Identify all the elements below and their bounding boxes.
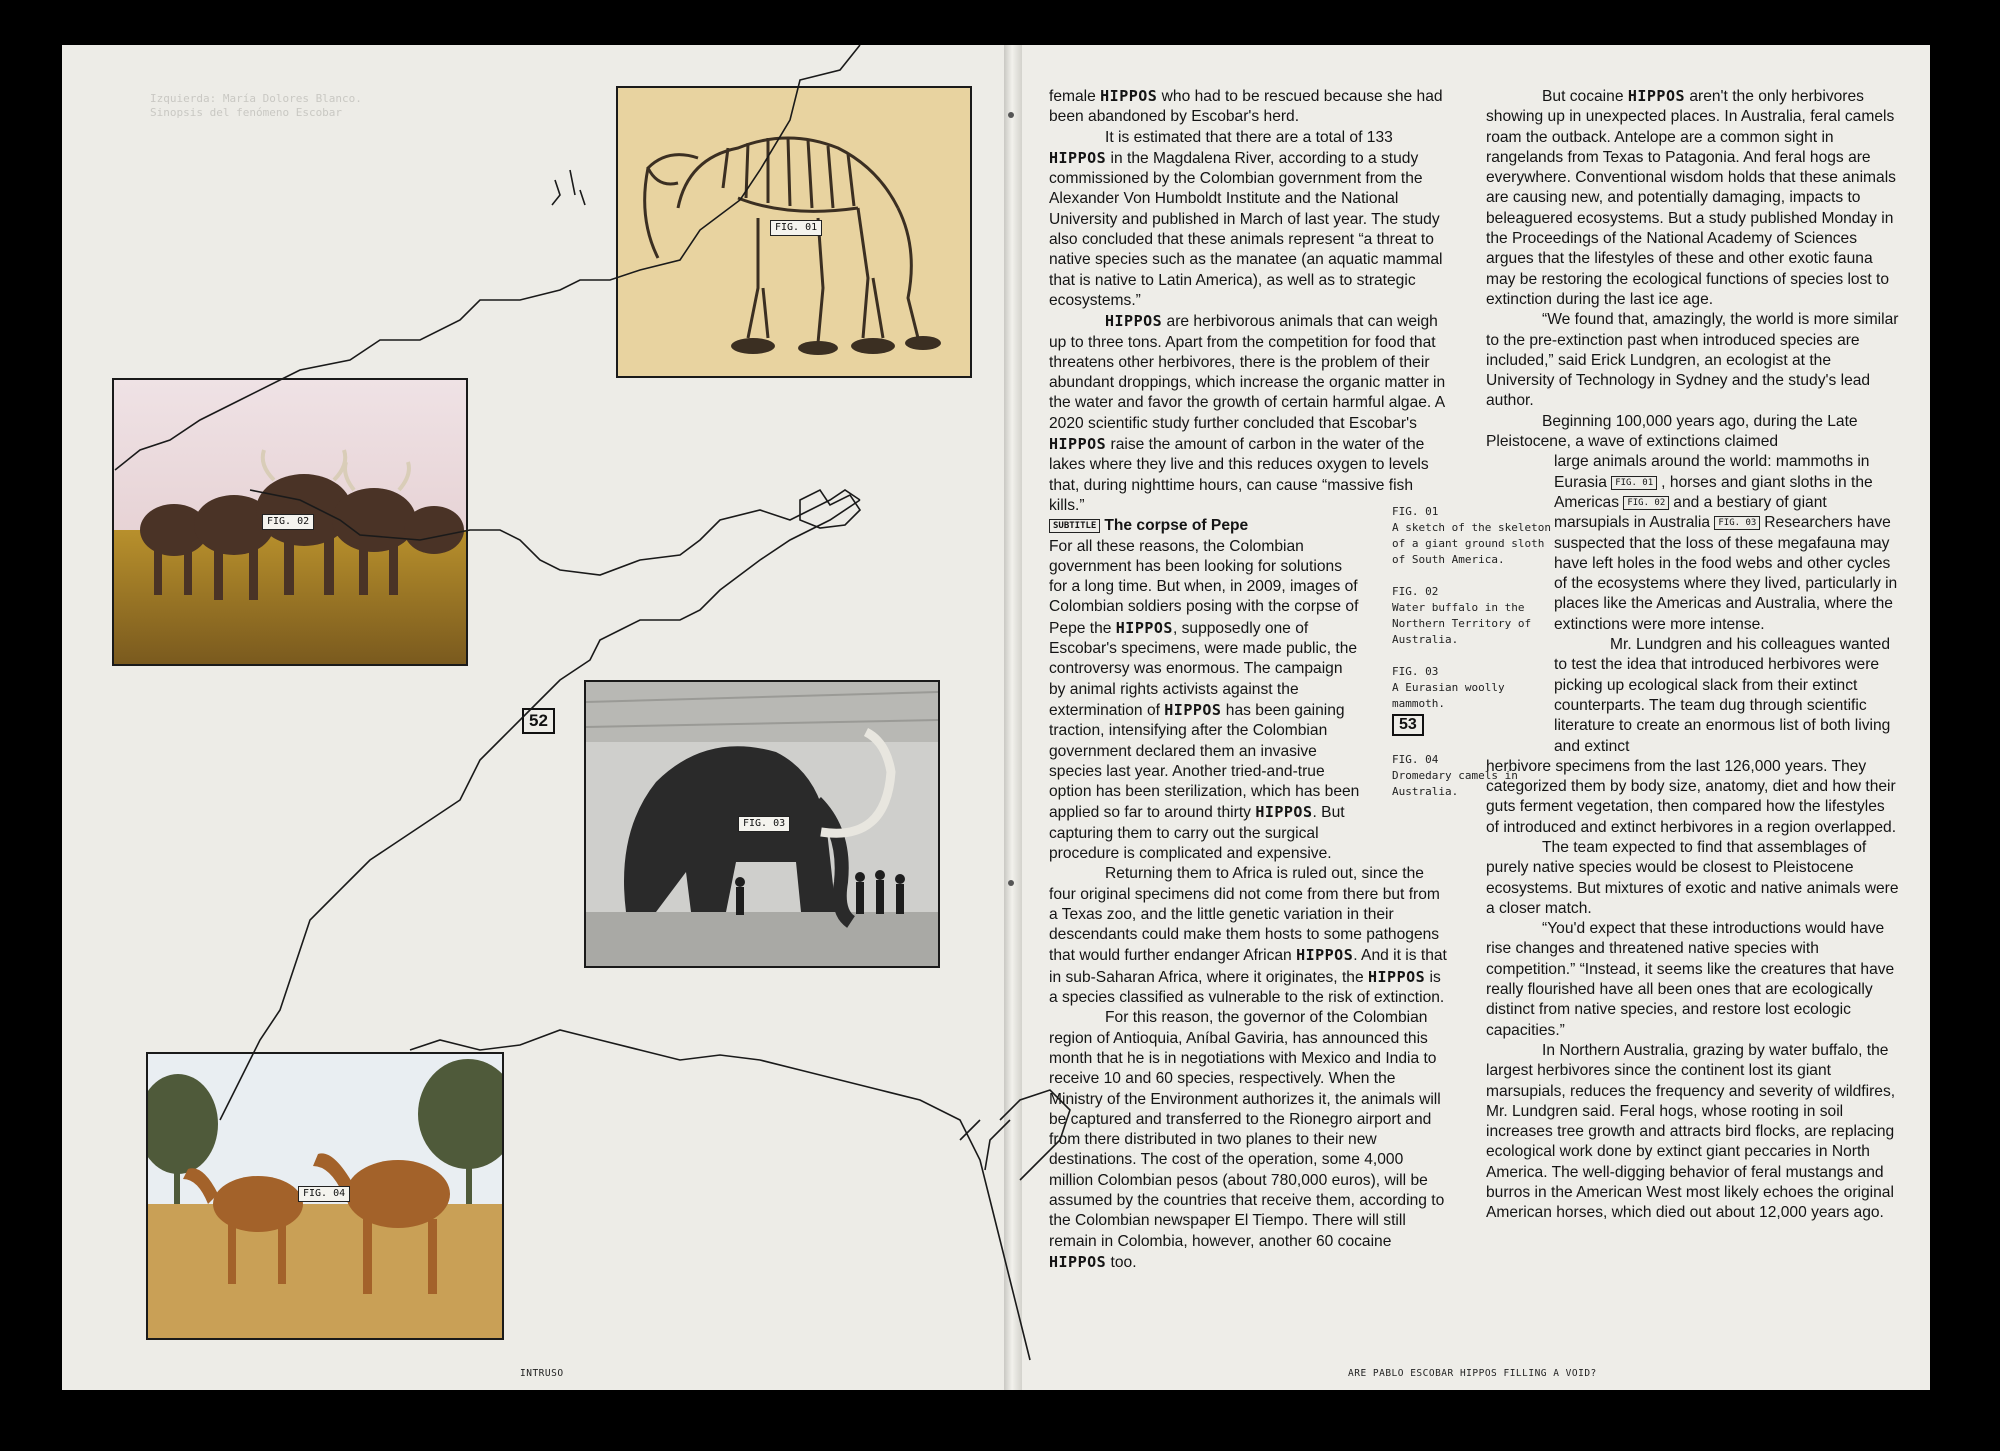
text-run: large animals around the world: mammoths in Eurasia <box>1554 453 1870 491</box>
figure-03-tag: FIG. 03 <box>738 816 790 832</box>
subtitle-text: The corpse of Pepe <box>1104 517 1249 535</box>
paragraph: For all these reasons, the Colombian government has been looking for solutions for a long time. But when, in 2009, images of Colombian soldiers posing with the corpse of Pepe the HIPPOS, supposedly one of Escobar's specimens, were made public, the controversy was enormous. The campaign by animal rights activists against the extermination of HIPPOS has been gaining traction, intensifying after the Colombian government declared them an invasive species last year. Another tried-and-true option has been sterilization, which has been applied so far to around thirty HIPPOS. But capturing them to carry out the surgical procedure is complicated and expensive. <box>1049 537 1360 862</box>
paragraph: Beginning 100,000 years ago, during the Late Pleistocene, a wave of extinctions claimed <box>1486 412 1858 451</box>
text-run: Researchers have suspected that the loss of these megafauna may have left holes in the food webs and other cycles of the ecosystems where they lived, particularly in places like the Americas and Australia, where the extinctions were more intense. <box>1554 514 1898 633</box>
paragraph-with-figure-refs <box>1486 452 1900 635</box>
show-through-text: Izquierda: María Dolores Blanco. Sinopsis del fenómeno Escobar <box>150 92 362 119</box>
caption-text: A sketch of the skeleton of a giant ground sloth of South America. <box>1392 521 1551 566</box>
footer-right: ARE PABLO ESCOBAR HIPPOS FILLING A VOID? <box>1348 1368 1597 1379</box>
binding-staple <box>1008 112 1014 118</box>
section-subtitle <box>1049 516 1447 536</box>
subtitle-tag: SUBTITLE <box>1049 519 1100 533</box>
paragraph: female HIPPOS who had to be rescued because she had been abandoned by Escobar's herd. <box>1049 87 1443 126</box>
footer-left: INTRUSO <box>520 1368 564 1379</box>
keyword-hippos: HIPPOS <box>1255 803 1313 822</box>
paragraph: “You'd expect that these introductions would have rise changes and threatened native species with competition.” “Instead, it seems like the creatures that have really flourished have all been ones that are ecologically distinct from native species, and restore lost ecologic capacities.” <box>1486 920 1895 1039</box>
paragraph: For this reason, the governor of the Colombian region of Antioquia, Aníbal Gaviria, has announced this month that he is in negotiations with Mexico and India to receive 10 and 60 species, respectively. When the Ministry of the Environment authorizes it, the animals will be captured and transferred to the Rionegro airport and from there distributed in two planes to their new destinations. The cost of the operation, some 4,000 million Colombian pesos (about 780,000 euros), will be assumed by the countries that receive them, according to the Colombian newspaper El Tiempo. There will still remain in Colombia, however, another 60 cocaine HIPPOS too. <box>1049 1009 1445 1271</box>
caption-label: FIG. 04 <box>1392 753 1439 766</box>
figure-02-tag: FIG. 02 <box>262 514 314 530</box>
caption-text: Dromedary camels in Australia. <box>1392 769 1518 798</box>
paragraph: “We found that, amazingly, the world is more similar to the pre-extinction past when introduced species are included,” said Erick Lundgren, an ecologist at the University of Technology in Sydney and the study's lead author. <box>1486 311 1899 410</box>
paragraph: Returning them to Africa is ruled out, since the four original specimens did not come from there but from a Texas zoo, and the little genetic variation in their descendants could make them hosts to some pathogens that would further endanger African HIPPOS. And it is that in sub-Saharan Africa, where it originates, the HIPPOS is a species classified as vulnerable to the risk of extinction. <box>1049 865 1447 1007</box>
figure-ref-03[interactable]: FIG. 03 <box>1714 516 1760 530</box>
figure-01-tag: FIG. 01 <box>770 220 822 236</box>
keyword-hippos: HIPPOS <box>1049 148 1107 167</box>
caption-text: Water buffalo in the Northern Territory of Australia. <box>1392 601 1532 646</box>
caption-label: FIG. 03 <box>1392 665 1439 678</box>
figure-ref-01[interactable]: FIG. 01 <box>1611 476 1657 490</box>
keyword-hippos: HIPPOS <box>1367 967 1426 986</box>
caption-label: FIG. 01 <box>1392 505 1439 518</box>
figure-04-tag: FIG. 04 <box>298 1186 350 1202</box>
caption-text: A Eurasian woolly mammoth. <box>1392 681 1505 710</box>
article-column-1 <box>1049 86 1447 1273</box>
page-number-right: 53 <box>1392 714 1424 736</box>
page-gutter <box>1004 45 1022 1390</box>
binding-staple <box>1008 880 1014 886</box>
page-number-left: 52 <box>522 708 555 734</box>
paragraph: It is estimated that there are a total of 133 HIPPOS in the Magdalena River, according to a study commissioned by the Colombian government from the Alexander Von Humboldt Institute and the National University and published in March of last year. The study also concluded that these animals represent “a threat to native species such as the manatee (an aquatic mammal that is native to Latin America), as well as to strategic ecosystems.” <box>1049 128 1443 309</box>
paragraph: HIPPOS are herbivorous animals that can weigh up to three tons. Apart from the competition for food that threatens other herbivores, there is the problem of their abundant droppings, which increase the organic matter in the water and favor the growth of certain harmful algae. A 2020 scientific study further concluded that Escobar's HIPPOS raise the amount of carbon in the water of the lakes where they live and this reduces oxygen to levels that, during nighttime hours, can cause “massive fish kills.” <box>1049 312 1446 514</box>
keyword-hippos: HIPPOS <box>1627 87 1686 105</box>
keyword-hippos: HIPPOS <box>1164 700 1222 719</box>
keyword-hippos: HIPPOS <box>1100 87 1158 105</box>
paragraph: In Northern Australia, grazing by water buffalo, the largest herbivores since the continent lost its giant marsupials, reduces the frequency and severity of wildfires, Mr. Lundgren said. Feral hogs, whose rooting in soil increases tree growth and attracts bird flocks, are replacing ecological work done by extinct giant peccaries in North America. The well-digging behavior of feral mustangs and burros in the American West most likely echoes the original American horses, which died out about 12,000 years ago. <box>1486 1041 1896 1222</box>
figure-ref-02[interactable]: FIG. 02 <box>1623 496 1669 510</box>
keyword-hippos: HIPPOS <box>1105 312 1163 331</box>
paragraph: Mr. Lundgren and his colleagues wanted to test the idea that introduced herbivores were picking up ecological slack from their extinct counterparts. The team dug through scientific literature to create an enormous list of both living and extinct <box>1554 636 1891 755</box>
keyword-hippos: HIPPOS <box>1049 435 1107 454</box>
paragraph: But cocaine HIPPOS aren't the only herbivores showing up in unexpected places. In Australia, feral camels roam the outback. Antelope are a common sight in rangelands from Texas to Patagonia. And feral hogs are everywhere. Conventional wisdom holds that these animals are causing new, and potentially damaging, impacts to beleaguered ecosystems. But a study published Monday in the Proceedings of the National Academy of Sciences argues that the lifestyles of these and other exotic fauna may be restoring the ecological functions of species lost to extinction during the last ice age. <box>1486 87 1896 308</box>
keyword-hippos: HIPPOS <box>1115 618 1173 637</box>
keyword-hippos: HIPPOS <box>1049 1252 1107 1271</box>
paragraph: herbivore specimens from the last 126,000 years. They categorized them by body size, anatomy, diet and how their guts ferment vegetation, then compared how the lifestyles of introduced and extinct herbivores in a region overlapped. <box>1486 757 1897 836</box>
article-column-2 <box>1486 86 1900 1224</box>
keyword-hippos: HIPPOS <box>1296 946 1354 965</box>
caption-label: FIG. 02 <box>1392 585 1439 598</box>
text-run: , horses and giant sloths in the Americas <box>1554 473 1873 511</box>
paragraph: The team expected to find that assemblages of purely native species would be closest to Pleistocene ecosystems. But mixtures of exotic and native animals were a closer match. <box>1486 838 1899 917</box>
text-run: and a bestiary of giant marsupials in Australia <box>1554 493 1827 532</box>
